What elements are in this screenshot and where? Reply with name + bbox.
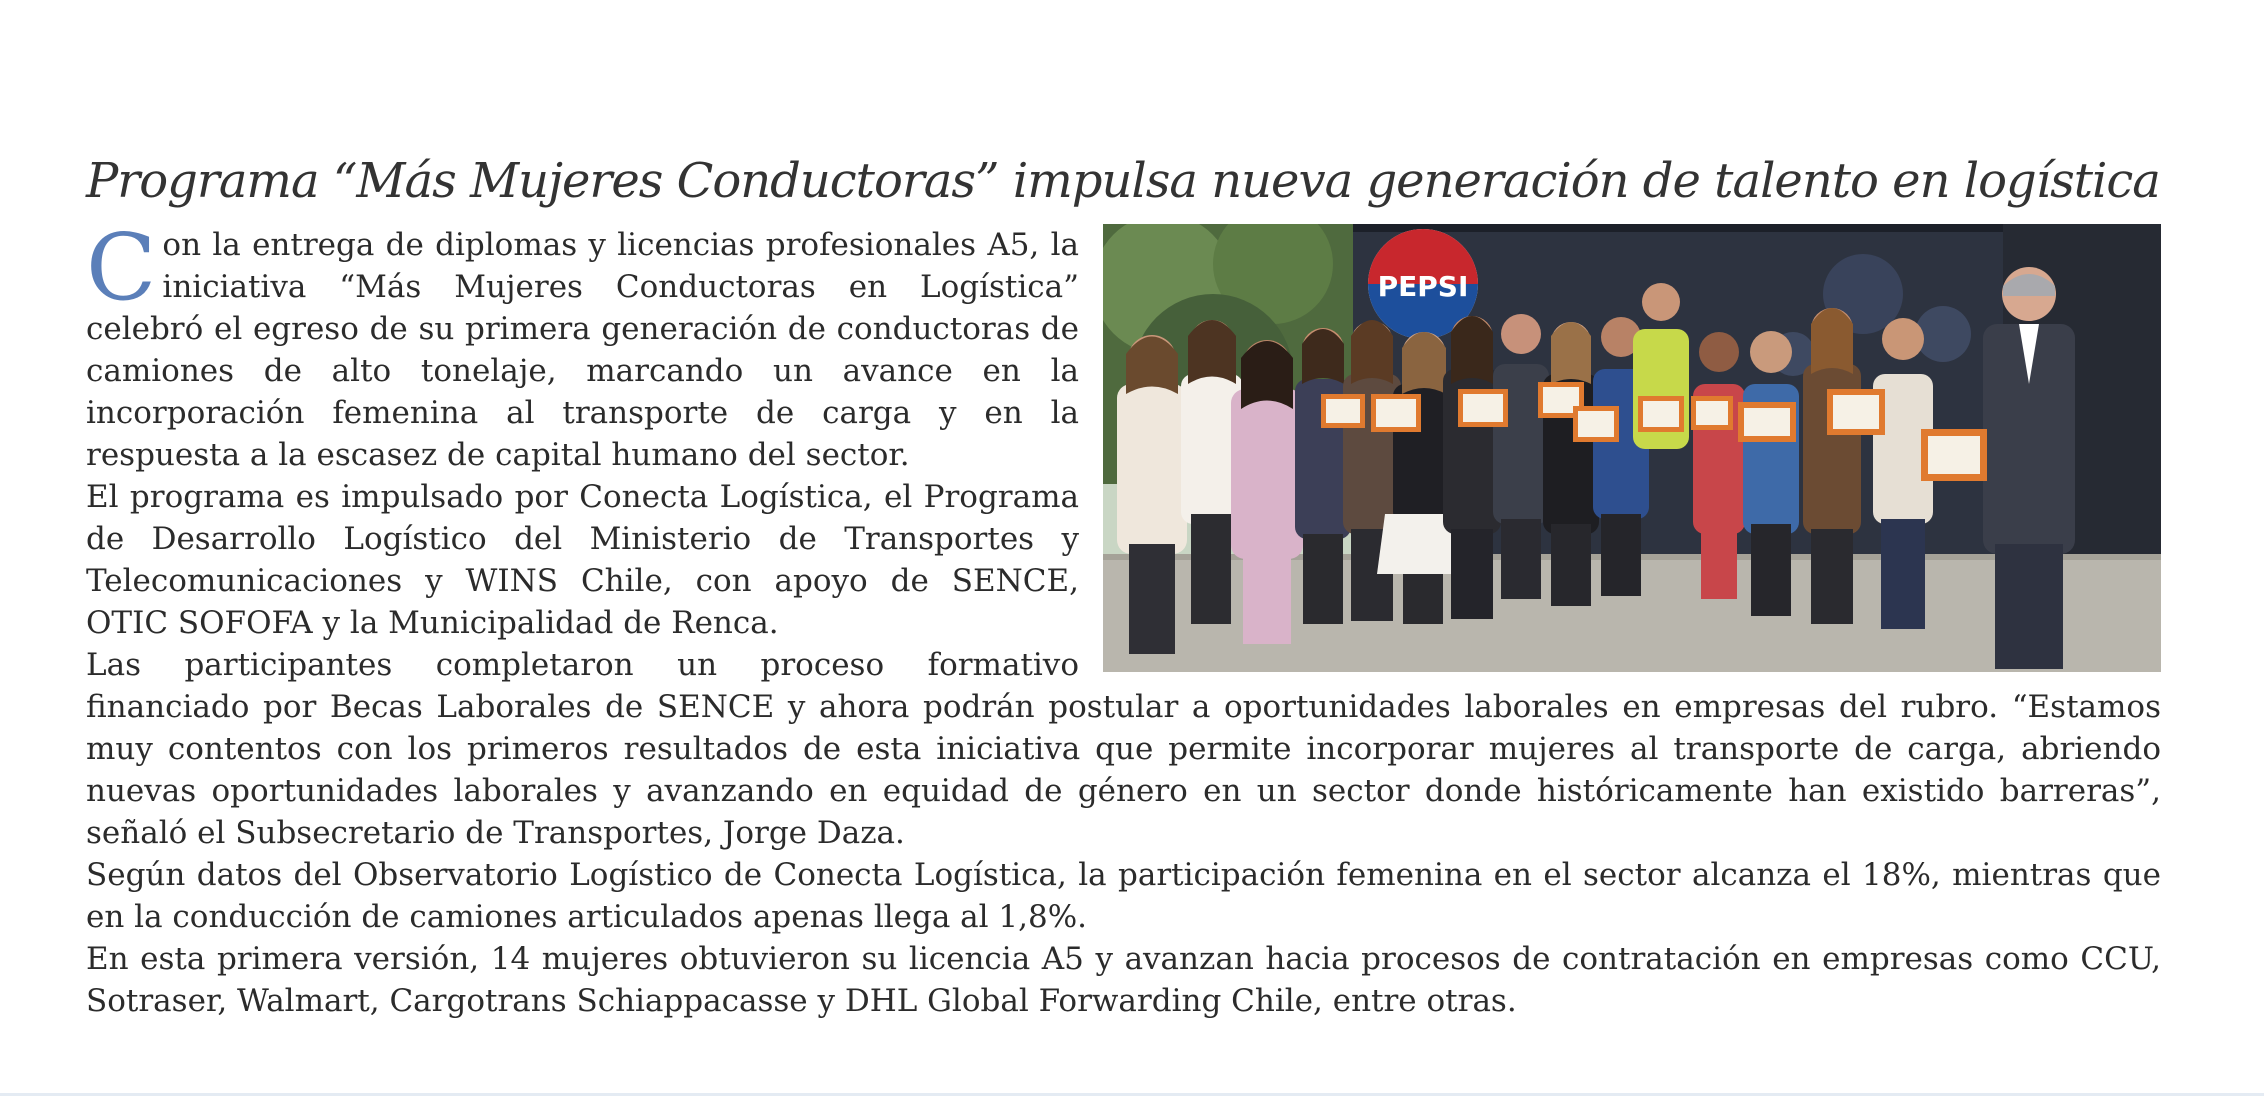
photo-truck-logo-text: PEPSI	[1377, 270, 1469, 303]
article-paragraph: Las participantes completaron un proceso formativo financiado por Becas Laborales de SENCE y ahora podrán postular a oportunidades laborales en empresas del rubro. “Estamos muy contentos con los primeros resultados de esta iniciativa que permite incorporar mujeres al transporte de carga, abriendo nuevas oportunidades laborales y avanzando en equidad de género en un sector donde históricamente han existido barreras”, señaló el Subsecretario de Transportes, Jorge Daza.	[86, 647, 2161, 851]
article-paragraph: En esta primera versión, 14 mujeres obtuvieron su licencia A5 y avanzan hacia procesos de contratación en empresas como CCU, Sotraser, Walmart, Cargotrans Schiappacasse y DHL Global Forwarding Chile, entre otras.	[86, 941, 2161, 1019]
article-body	[86, 214, 2161, 1022]
article-photo	[1103, 224, 2161, 672]
article-paragraph: on la entrega de diplomas y licencias profesionales A5, la iniciativa “Más Mujeres Conductoras en Logística” celebró el egreso de su primera generación de conductoras de camiones de alto tonelaje, marcando un avance en la incorporación femenina al transporte de carga y en la respuesta a la escasez de capital humano del sector.	[86, 227, 1079, 473]
article-paragraph: Según datos del Observatorio Logístico de Conecta Logística, la participación femenina en el sector alcanza el 18%, mientras que en la conducción de camiones articulados apenas llega al 1,8%.	[86, 857, 2161, 935]
bottom-rule	[0, 1093, 2264, 1096]
article-headline: Programa “Más Mujeres Conductoras” impulsa nueva generación de talento en logística	[86, 153, 2160, 209]
article-paragraph: El programa es impulsado por Conecta Logística, el Programa de Desarrollo Logístico del Ministerio de Transportes y Telecomunicaciones y WINS Chile, con apoyo de SENCE, OTIC SOFOFA y la Municipalidad de Renca.	[86, 479, 1079, 641]
group-photo-illustration	[1103, 224, 2161, 672]
drop-cap: C	[86, 214, 157, 321]
